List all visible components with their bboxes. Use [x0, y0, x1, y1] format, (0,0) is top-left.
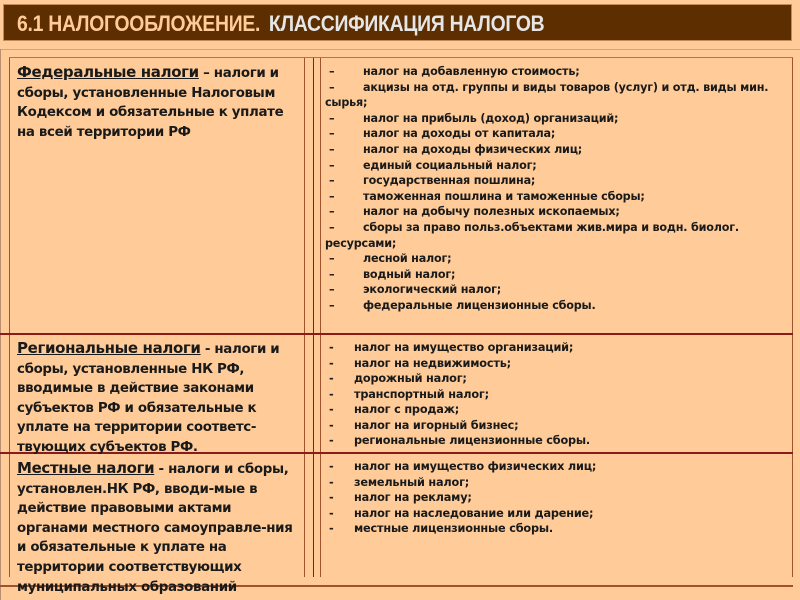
bullet-dash: -	[329, 475, 334, 489]
bullet-dash: -	[329, 418, 334, 432]
bullet-dash: –	[329, 127, 335, 141]
bullet-dash: –	[329, 80, 335, 94]
tax-list-item-text: региональные лицензионные сборы.	[354, 434, 591, 447]
regional-taxes-definition: - налоги и сборы, установленные НК РФ, вводимые в действие законами субъектов РФ и обязательные к уплате на территории соответс-твующих субъектов РФ.	[17, 342, 280, 455]
tax-list-item	[325, 142, 790, 158]
bullet-dash: –	[329, 252, 335, 266]
bullet-dash: –	[329, 220, 335, 234]
local-taxes-description	[17, 459, 303, 597]
tax-list-item-text: сборы за право польз.объектами жив.мира и водн. биолог. ресурсами;	[325, 220, 739, 250]
tax-list-item-text: государственная пошлина;	[363, 174, 536, 188]
bullet-dash: –	[329, 283, 335, 297]
tax-list-item-text: налог на имущество организаций;	[354, 341, 574, 354]
bullet-dash: -	[329, 356, 334, 370]
tax-list-item	[325, 418, 790, 434]
grid-hline	[9, 57, 793, 58]
tax-list-item	[325, 371, 790, 387]
tax-list-item	[325, 387, 790, 403]
tax-list-item-text: налог с продаж;	[354, 403, 460, 416]
bullet-dash: –	[329, 174, 335, 188]
bullet-dash: -	[329, 522, 334, 535]
tax-list-item	[325, 158, 790, 174]
bullet-dash: –	[329, 158, 335, 172]
federal-taxes-definition: – налоги и сборы, установленные Налоговым Кодексом и обязательные к уплате на всей территории РФ	[17, 66, 284, 140]
federal-taxes-term: Федеральные налоги	[17, 63, 199, 81]
grid-vline	[320, 57, 321, 577]
tax-list-item-text: лесной налог;	[363, 252, 452, 266]
tax-list-item-text: акцизы на отд. группы и виды товаров (услуг) и отд. виды мин. сырья;	[325, 80, 769, 110]
tax-list-item-text: налог на рекламу;	[354, 491, 472, 504]
tax-list-item	[325, 204, 790, 220]
tax-list-item-text: экологический налог;	[363, 283, 502, 297]
local-taxes-definition: - налоги и сборы, установлен.НК РФ, вводи-мые в действие правовыми актами органами местного самоуправле-ния и обязательные к уплате на территории соответствующих муниципальных образований	[17, 462, 293, 595]
regional-taxes-description	[17, 339, 303, 458]
tax-list-item	[325, 298, 790, 314]
bullet-dash: –	[329, 189, 335, 203]
bullet-dash: -	[329, 491, 334, 504]
tax-list-item	[325, 251, 790, 267]
federal-taxes-list	[325, 64, 790, 314]
tax-list-item	[325, 521, 790, 537]
tax-list-item	[325, 80, 790, 111]
tax-list-item	[325, 459, 790, 475]
frame-top-line	[0, 49, 800, 50]
tax-list-item-text: единый социальный налог;	[363, 158, 537, 172]
tax-list-item	[325, 475, 790, 491]
tax-list-item-text: налог на доходы физических лиц;	[363, 142, 583, 156]
tax-list-item-text: налог на наследование или дарение;	[354, 506, 594, 520]
bullet-dash: –	[329, 205, 335, 219]
regional-taxes-list	[325, 340, 790, 449]
tax-list-item	[325, 189, 790, 205]
tax-list-item	[325, 111, 790, 127]
tax-list-item	[325, 356, 790, 372]
bullet-dash: -	[329, 460, 334, 473]
tax-list-item	[325, 282, 790, 298]
bullet-dash: -	[329, 341, 334, 354]
title-bar	[3, 4, 792, 41]
tax-list-item-text: налог на имущество физических лиц;	[354, 460, 597, 473]
tax-list-item	[325, 64, 790, 80]
title-subject: КЛАССИФИКАЦИЯ НАЛОГОВ	[268, 11, 545, 36]
bullet-dash: –	[329, 298, 335, 312]
grid-vline	[9, 57, 10, 577]
bullet-dash: –	[329, 267, 335, 281]
tax-list-item-text: налог на добавленную стоимость;	[363, 65, 580, 78]
page-title	[17, 11, 544, 37]
tax-list-item	[325, 402, 790, 418]
tax-list-item-text: водный налог;	[363, 267, 456, 281]
regional-taxes-term: Региональные налоги	[17, 339, 201, 357]
frame-left-line	[0, 49, 1, 600]
tax-list-item-text: налог на доходы от капитала;	[363, 127, 556, 141]
tax-list-item-text: транспортный налог;	[354, 387, 489, 401]
tax-list-item-text: таможенная пошлина и таможенные сборы;	[363, 189, 645, 203]
tax-list-item-text: местные лицензионные сборы.	[354, 522, 553, 535]
tax-list-item	[325, 506, 790, 522]
title-section: 6.1 НАЛОГООБЛОЖЕНИЕ.	[17, 11, 261, 36]
grid-hline	[0, 333, 793, 335]
grid-vline	[304, 57, 305, 577]
grid-vline	[313, 57, 314, 577]
bullet-dash: –	[329, 111, 335, 125]
tax-list-item	[325, 433, 790, 449]
local-taxes-list	[325, 459, 790, 537]
tax-list-item-text: федеральные лицензионные сборы.	[363, 298, 596, 312]
bullet-dash: –	[329, 142, 335, 156]
tax-list-item-text: налог на недвижимость;	[354, 356, 511, 370]
tax-list-item-text: земельный налог;	[354, 475, 470, 489]
tax-list-item	[325, 267, 790, 283]
tax-list-item-text: налог на игорный бизнес;	[354, 418, 519, 432]
tax-list-item	[325, 220, 790, 251]
tax-list-item-text: дорожный налог;	[354, 372, 467, 385]
bullet-dash: -	[329, 506, 334, 520]
tax-list-item	[325, 126, 790, 142]
bullet-dash: –	[329, 65, 335, 78]
tax-list-item-text: налог на прибыль (доход) организаций;	[363, 111, 619, 125]
tax-list-item-text: налог на добычу полезных ископаемых;	[363, 205, 620, 219]
bullet-dash: -	[329, 434, 334, 447]
bullet-dash: -	[329, 403, 334, 416]
tax-list-item	[325, 173, 790, 189]
grid-vline	[792, 57, 793, 577]
federal-taxes-description	[17, 63, 303, 142]
bullet-dash: -	[329, 372, 334, 385]
local-taxes-term: Местные налоги	[17, 459, 155, 477]
tax-list-item	[325, 340, 790, 356]
bullet-dash: -	[329, 387, 334, 401]
tax-list-item	[325, 490, 790, 506]
